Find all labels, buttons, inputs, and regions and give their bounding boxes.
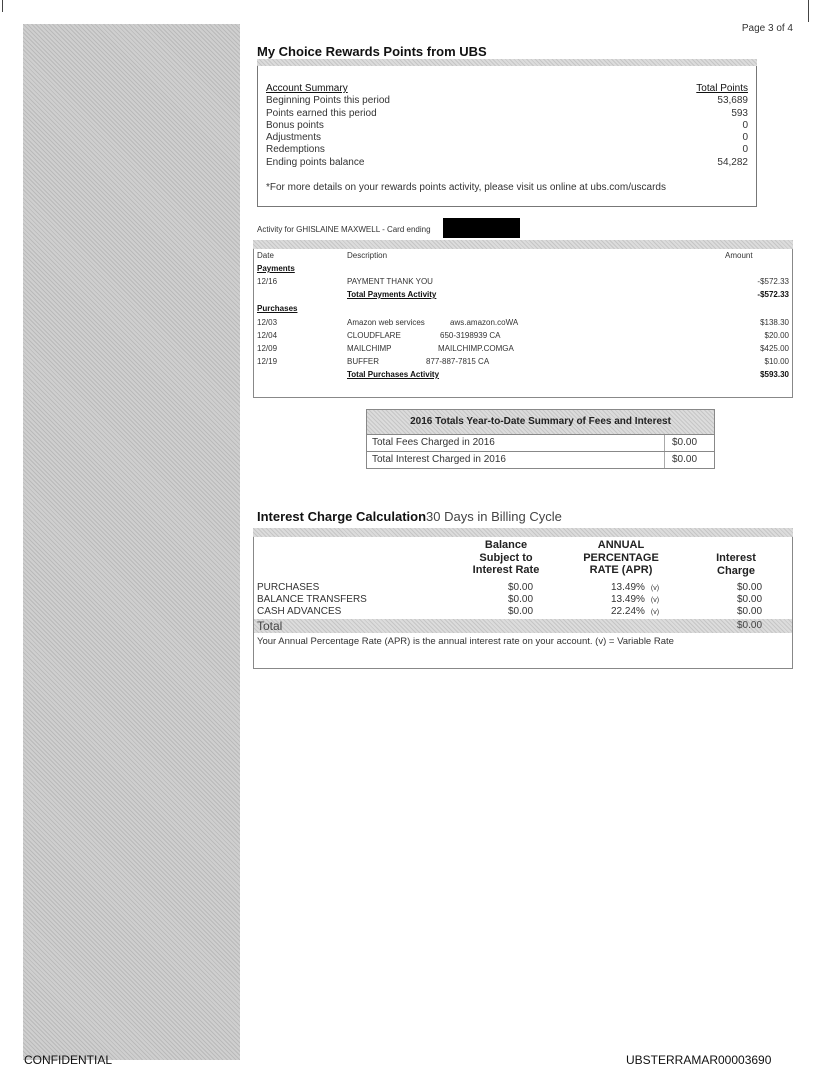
total-value: $0.00 [737, 620, 763, 631]
table-header-row [254, 251, 792, 262]
table-row [254, 331, 792, 342]
row-charge: $0.00 [737, 582, 763, 593]
table-row [254, 606, 792, 618]
apr-value: 13.49% [611, 582, 645, 593]
page-edge-mark-left [2, 0, 3, 12]
interest-table [253, 537, 793, 669]
purchases-heading: Purchases [257, 304, 298, 313]
footer-bates-number: UBSTERRAMAR00003690 [626, 1053, 772, 1067]
rewards-note: *For more details on your rewards points activity, please visit us online at ubs.com/uscards [266, 182, 666, 193]
total-label: Total [257, 619, 283, 633]
row-amount: $425.00 [760, 344, 789, 353]
table-row [254, 344, 792, 355]
apr-value: 13.49% [611, 594, 645, 605]
row-detail: MAILCHIMP.COMGA [438, 344, 514, 353]
ytd-label: Total Fees Charged in 2016 [372, 437, 495, 448]
payments-total-row [254, 290, 792, 301]
interest-section-title [257, 509, 562, 524]
activity-table [253, 249, 793, 398]
row-label: BALANCE TRANSFERS [257, 594, 367, 605]
purchases-total-label: Total Purchases Activity [347, 370, 440, 379]
row-balance: $0.00 [508, 594, 534, 605]
payments-total-label: Total Payments Activity [347, 290, 437, 299]
rewards-title: My Choice Rewards Points from UBS [257, 44, 487, 59]
row-description: PAYMENT THANK YOU [347, 277, 433, 286]
row-label: CASH ADVANCES [257, 606, 342, 617]
activity-header-bar [253, 240, 793, 249]
row-balance: $0.00 [508, 606, 534, 617]
summary-value: 0 [742, 132, 748, 144]
row-date: 12/19 [257, 357, 278, 366]
interest-subtitle: 30 Days in Billing Cycle [426, 509, 562, 524]
row-apr [611, 606, 659, 617]
payments-total-amount: -$572.33 [757, 290, 789, 299]
summary-label: Beginning Points this period [266, 95, 390, 107]
ytd-heading: 2016 Totals Year-to-Date Summary of Fees and Interest [367, 410, 714, 434]
table-row [254, 277, 792, 288]
summary-value: 0 [742, 144, 748, 156]
apr-value: 22.24% [611, 606, 645, 617]
row-label: PURCHASES [257, 582, 320, 593]
summary-value: 54,282 [717, 156, 748, 168]
rewards-title-bar [257, 59, 757, 66]
summary-label: Bonus points [266, 119, 324, 131]
total-points-heading: Total Points [696, 83, 748, 94]
column-header-charge: Interest Charge [716, 552, 756, 577]
summary-value: 53,689 [717, 95, 748, 107]
row-charge: $0.00 [737, 606, 763, 617]
footer-confidential: CONFIDENTIAL [24, 1053, 113, 1067]
purchases-total-row [254, 370, 792, 381]
ytd-value: $0.00 [672, 454, 698, 465]
column-header-description: Description [347, 251, 388, 260]
row-date: 12/04 [257, 331, 278, 340]
column-header-balance: Balance Subject to Interest Rate [472, 539, 540, 576]
ytd-row [367, 451, 714, 468]
row-description: MAILCHIMP [347, 344, 392, 353]
redaction-box [443, 218, 520, 238]
variable-flag: (v) [650, 585, 660, 592]
summary-label: Adjustments [266, 132, 322, 144]
row-charge: $0.00 [737, 594, 763, 605]
row-description: Amazon web services [347, 318, 425, 327]
activity-label: Activity for GHISLAINE MAXWELL - Card ending [257, 225, 431, 234]
interest-title: Interest Charge Calculation [257, 509, 427, 524]
row-detail: 877-887-7815 CA [426, 357, 490, 366]
account-summary-heading: Account Summary [266, 83, 348, 94]
page-number: Page 3 of 4 [741, 23, 793, 34]
row-amount: -$572.33 [757, 277, 789, 286]
row-amount: $10.00 [764, 357, 789, 366]
row-detail: 650-3198939 CA [440, 331, 501, 340]
table-row [254, 318, 792, 329]
payments-heading-row [254, 264, 792, 275]
row-apr [611, 582, 659, 593]
variable-flag: (v) [650, 597, 660, 604]
row-apr [611, 594, 659, 605]
table-row [254, 582, 792, 594]
row-description: BUFFER [347, 357, 379, 366]
summary-values [696, 83, 748, 169]
payments-heading: Payments [257, 264, 295, 273]
purchases-heading-row [254, 304, 792, 315]
row-detail: aws.amazon.coWA [450, 318, 519, 327]
ytd-row [367, 434, 714, 451]
column-header-date: Date [257, 251, 274, 260]
summary-value: 0 [742, 119, 748, 131]
row-amount: $138.30 [760, 318, 789, 327]
row-amount: $20.00 [764, 331, 789, 340]
interest-header-bar [253, 528, 793, 537]
purchases-total-amount: $593.30 [760, 370, 789, 379]
summary-label: Points earned this period [266, 107, 377, 119]
row-balance: $0.00 [508, 582, 534, 593]
summary-label: Redemptions [266, 144, 325, 156]
table-row [254, 594, 792, 606]
ytd-divider [664, 435, 665, 451]
rewards-summary-box [257, 66, 757, 207]
page-edge-mark-right [808, 0, 809, 22]
ytd-value: $0.00 [672, 437, 698, 448]
summary-value: 593 [731, 107, 748, 119]
ytd-summary-box [366, 409, 715, 469]
left-hatched-margin [23, 24, 240, 1060]
ytd-label: Total Interest Charged in 2016 [372, 454, 506, 465]
row-date: 12/09 [257, 344, 278, 353]
column-header-amount: Amount [725, 251, 753, 260]
column-header-apr: ANNUAL PERCENTAGE RATE (APR) [583, 539, 659, 576]
apr-note: Your Annual Percentage Rate (APR) is the annual interest rate on your account. (v) = Variable Rate [257, 636, 674, 647]
variable-flag: (v) [650, 609, 660, 616]
row-description: CLOUDFLARE [347, 331, 401, 340]
total-row [254, 619, 792, 633]
table-row [254, 357, 792, 368]
summary-labels [266, 83, 390, 169]
ytd-divider [664, 452, 665, 468]
summary-label: Ending points balance [266, 156, 365, 168]
row-date: 12/03 [257, 318, 278, 327]
row-date: 12/16 [257, 277, 278, 286]
